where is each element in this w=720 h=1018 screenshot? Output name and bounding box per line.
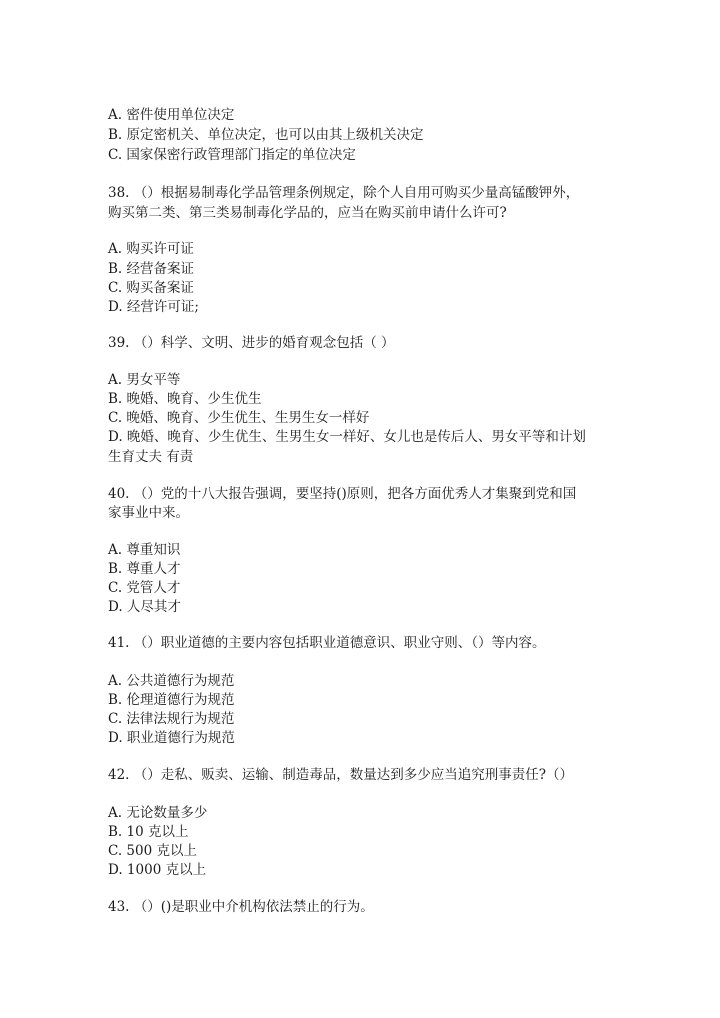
- option-b: B. 原定密机关、单位决定，也可以由其上级机关决定: [108, 127, 424, 143]
- option-d-line-1: D. 晚婚、晚育、少生优生、生男生女一样好、女儿也是传后人、男女平等和计划: [108, 429, 586, 445]
- option-d: D. 1000 克以上: [108, 862, 207, 878]
- question-38-line-1: 38. （）根据易制毒化学品管理条例规定，除个人自用可购买少量高锰酸钾外，: [108, 185, 580, 201]
- option-a: A. 公共道德行为规范: [108, 673, 235, 689]
- option-c: C. 晚婚、晚育、少生优生、生男生女一样好: [108, 410, 370, 426]
- option-d: D. 经营许可证;: [108, 299, 199, 315]
- option-a: A. 密件使用单位决定: [108, 107, 235, 123]
- option-b: B. 伦理道德行为规范: [108, 692, 235, 708]
- question-40-line-2: 家事业中来。: [108, 505, 189, 521]
- question-38-line-2: 购买第二类、第三类易制毒化学品的，应当在购买前申请什么许可?: [108, 205, 507, 221]
- question-40-line-1: 40. （）党的十八大报告强调，要坚持()原则，把各方面优秀人才集聚到党和国: [108, 486, 577, 502]
- option-a: A. 男女平等: [108, 372, 181, 388]
- option-d-line-2: 生育丈夫 有责: [108, 449, 194, 465]
- option-c: C. 500 克以上: [108, 843, 197, 859]
- option-a: A. 无论数量多少: [108, 805, 208, 821]
- question-39: 39. （）科学、文明、进步的婚育观念包括（ ）: [108, 335, 395, 351]
- option-b: B. 尊重人才: [108, 561, 181, 577]
- option-b: B. 晚婚、晚育、少生优生: [108, 391, 262, 407]
- option-b: B. 经营备案证: [108, 261, 195, 277]
- option-c: C. 国家保密行政管理部门指定的单位决定: [108, 147, 356, 163]
- question-42: 42. （）走私、贩卖、运输、制造毒品，数量达到多少应当追究刑事责任?（）: [108, 767, 573, 783]
- question-43: 43. （）()是职业中介机构依法禁止的行为。: [108, 899, 374, 915]
- question-41: 41. （）职业道德的主要内容包括职业道德意识、职业守则、（）等内容。: [108, 635, 546, 651]
- option-c: C. 购买备案证: [108, 280, 194, 296]
- option-d: D. 人尽其才: [108, 599, 181, 615]
- option-d: D. 职业道德行为规范: [108, 730, 235, 746]
- option-a: A. 购买许可证: [108, 241, 194, 257]
- option-b: B. 10 克以上: [108, 824, 189, 840]
- option-a: A. 尊重知识: [108, 542, 181, 558]
- option-c: C. 法律法规行为规范: [108, 711, 235, 727]
- option-c: C. 党管人才: [108, 580, 181, 596]
